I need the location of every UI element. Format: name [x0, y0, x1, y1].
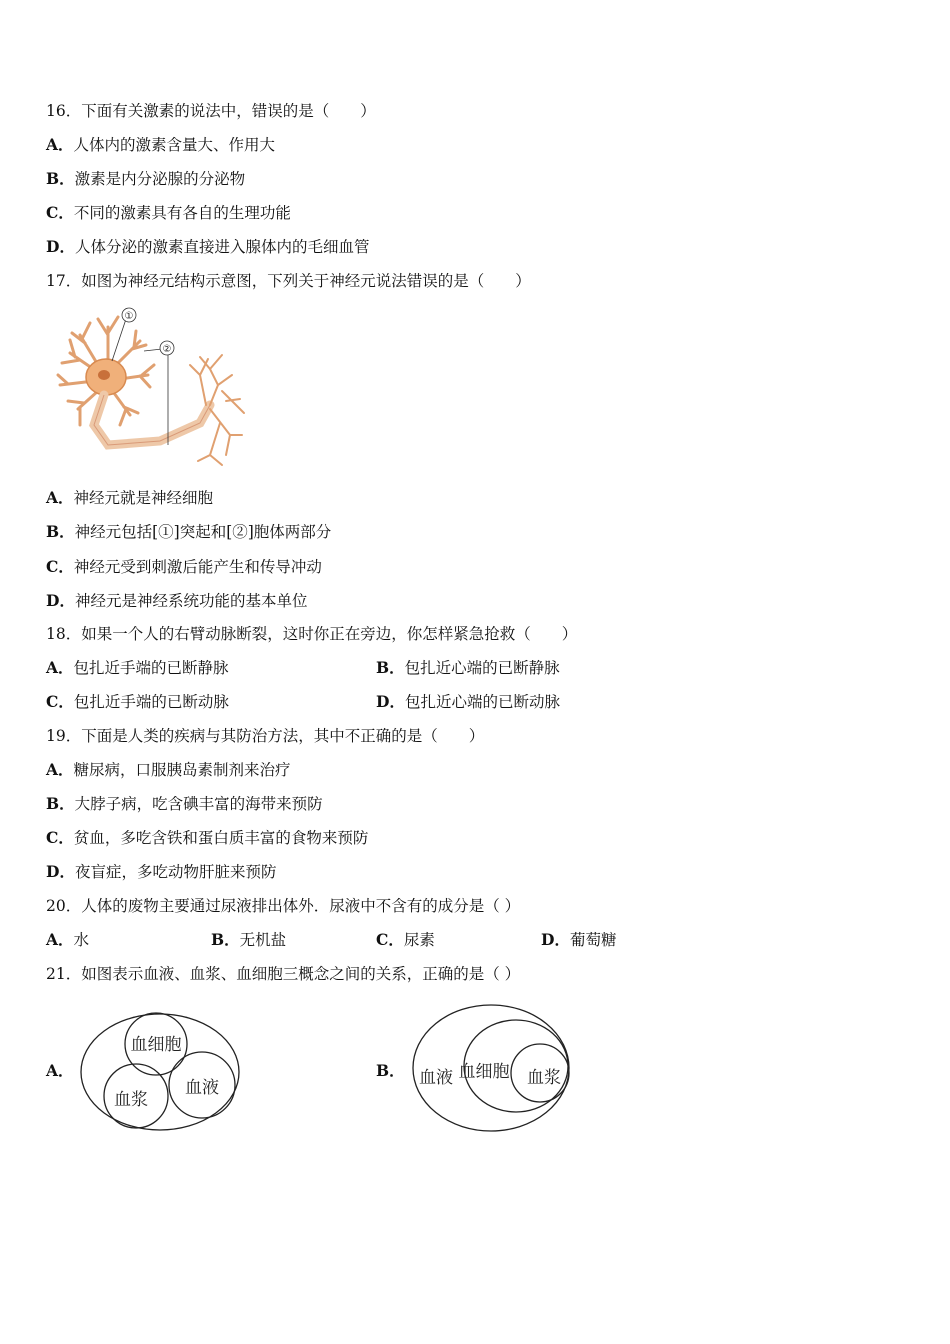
q17-option-d: D．神经元是神经系统功能的基本单位	[46, 591, 308, 610]
q20-option-a: A．水	[46, 930, 90, 949]
q16-option-b: B．激素是内分泌腺的分泌物	[46, 169, 246, 188]
q19-stem: 19．下面是人类的疾病与其防治方法，其中不正确的是（ ）	[46, 727, 485, 745]
q21-venn-a	[78, 1010, 242, 1134]
q21-venn-b	[410, 1002, 574, 1136]
q21-stem: 21．如图表示血液、血浆、血细胞三概念之间的关系，正确的是（ ）	[46, 965, 521, 983]
neuron-label-2: ②	[162, 344, 172, 355]
neuron-label-1: ①	[124, 311, 134, 322]
q18-option-c: C．包扎近手端的已断动脉	[46, 692, 229, 711]
q16-option-c: C．不同的激素具有各自的生理功能	[46, 203, 291, 222]
q16-option-d: D．人体分泌的激素直接进入腺体内的毛细血管	[46, 237, 370, 256]
q17-option-c: C．神经元受到刺激后能产生和传导冲动	[46, 557, 322, 576]
q18-option-b: B．包扎近心端的已断静脉	[376, 658, 560, 677]
venn-b-label-middle: 血细胞	[458, 1062, 510, 1082]
q16-stem: 16．下面有关激素的说法中，错误的是（ ）	[46, 102, 376, 120]
q17-option-a: A．神经元就是神经细胞	[46, 488, 214, 507]
q17-stem: 17．如图为神经元结构示意图，下列关于神经元说法错误的是（ ）	[46, 272, 531, 290]
q20-stem: 20．人体的废物主要通过尿液排出体外．尿液中不含有的成分是（ ）	[46, 897, 521, 915]
q19-option-d: D．夜盲症，多吃动物肝脏来预防	[46, 862, 277, 881]
venn-a-label-right: 血液	[185, 1078, 219, 1098]
venn-b-label-inner: 血浆	[527, 1068, 561, 1088]
q21-option-b-letter: B．	[376, 1061, 405, 1080]
q20-option-d: D．葡萄糖	[541, 930, 617, 949]
q20-option-c: C．尿素	[376, 930, 435, 949]
venn-a-label-left: 血浆	[114, 1090, 148, 1110]
q21-option-a-letter: A．	[46, 1061, 74, 1080]
venn-b-label-outer: 血液	[419, 1068, 453, 1088]
q20-option-b: B．无机盐	[211, 930, 287, 949]
q19-option-a: A．糖尿病，口服胰岛素制剂来治疗	[46, 760, 291, 779]
neuron-diagram	[50, 305, 250, 475]
q18-option-a: A．包扎近手端的已断静脉	[46, 658, 229, 677]
q19-option-b: B．大脖子病，吃含碘丰富的海带来预防	[46, 794, 323, 813]
q16-option-a: A．人体内的激素含量大、作用大	[46, 135, 276, 154]
venn-a-label-top: 血细胞	[130, 1035, 182, 1055]
q19-option-c: C．贫血，多吃含铁和蛋白质丰富的食物来预防	[46, 828, 369, 847]
q18-stem: 18．如果一个人的右臂动脉断裂，这时你正在旁边，你怎样紧急抢救（ ）	[46, 625, 578, 643]
q17-option-b: B．神经元包括[①]突起和[②]胞体两部分	[46, 522, 332, 541]
q18-option-d: D．包扎近心端的已断动脉	[376, 692, 560, 711]
